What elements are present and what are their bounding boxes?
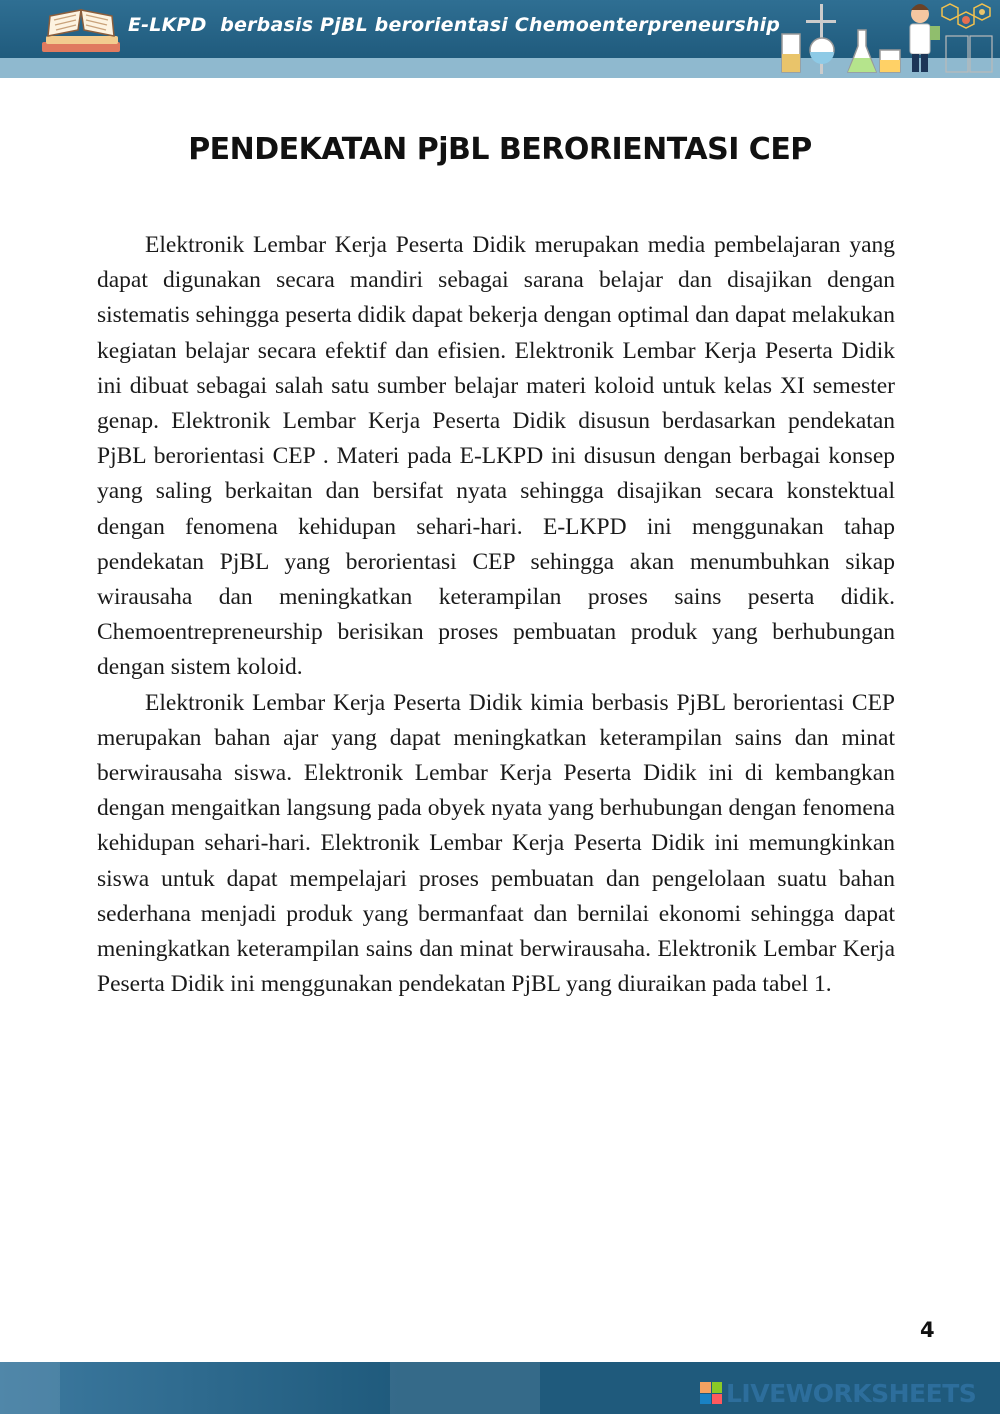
liveworksheets-logo-text: LIVEWORKSHEETS — [726, 1378, 977, 1408]
footer-stripe — [0, 1362, 60, 1414]
footer-stripe — [390, 1362, 540, 1414]
lab-scientist-icon — [770, 0, 1000, 78]
page-title: PENDEKATAN PjBL BERORIENTASI CEP — [188, 132, 812, 167]
header-title: E-LKPD berbasis PjBL berorientasi Chemoenterpreneurship — [128, 14, 781, 36]
paragraph: Elektronik Lembar Kerja Peserta Didik merupakan media pembelajaran yang dapat digunakan secara mandiri sebagai sarana belajar dan disajikan dengan sistematis sehingga peserta didik dapat bekerja dengan optimal dan dapat melakukan kegiatan belajar secara efektif dan efisien. Elektronik Lembar Kerja Peserta Didik ini dibuat sebagai salah satu sumber belajar materi koloid untuk kelas XI semester genap. Elektronik Lembar Kerja Peserta Didik disusun berdasarkan pendekatan PjBL berorientasi CEP . Materi pada E-LKPD ini disusun dengan berbagai konsep yang saling berkaitan dan bersifat nyata sehingga disajikan secara konstektual dengan fenomena kehidupan sehari-hari. E-LKPD ini menggunakan tahap pendekatan PjBL yang berorientasi CEP sehingga akan menumbuhkan sikap wirausaha dan meningkatkan keterampilan proses sains peserta didik. Chemoentrepreneurship berisikan proses pembuatan produk yang berhubungan dengan sistem koloid. — [97, 232, 895, 681]
liveworksheets-logo-icon — [700, 1382, 722, 1404]
body-text — [97, 228, 895, 1002]
liveworksheets-logo[interactable] — [700, 1376, 976, 1410]
open-book-icon — [38, 2, 124, 58]
page-number: 4 — [920, 1318, 935, 1342]
paragraph: Elektronik Lembar Kerja Peserta Didik kimia berbasis PjBL berorientasi CEP merupakan bahan ajar yang dapat meningkatkan keterampilan sains dan minat berwirausaha siswa. Elektronik Lembar Kerja Peserta Didik ini di kembangkan dengan mengaitkan langsung pada obyek nyata yang berhubungan dengan fenomena kehidupan sehari-hari. Elektronik Lembar Kerja Peserta Didik ini memungkinkan siswa untuk dapat mempelajari proses pembuatan dan pengelolaan suatu bahan sederhana menjadi produk yang bermanfaat dan bernilai ekonomi sehingga dapat meningkatkan keterampilan sains dan minat berwirausaha. Elektronik Lembar Kerja Peserta Didik ini menggunakan pendekatan PjBL yang diuraikan pada tabel 1. — [97, 689, 895, 998]
